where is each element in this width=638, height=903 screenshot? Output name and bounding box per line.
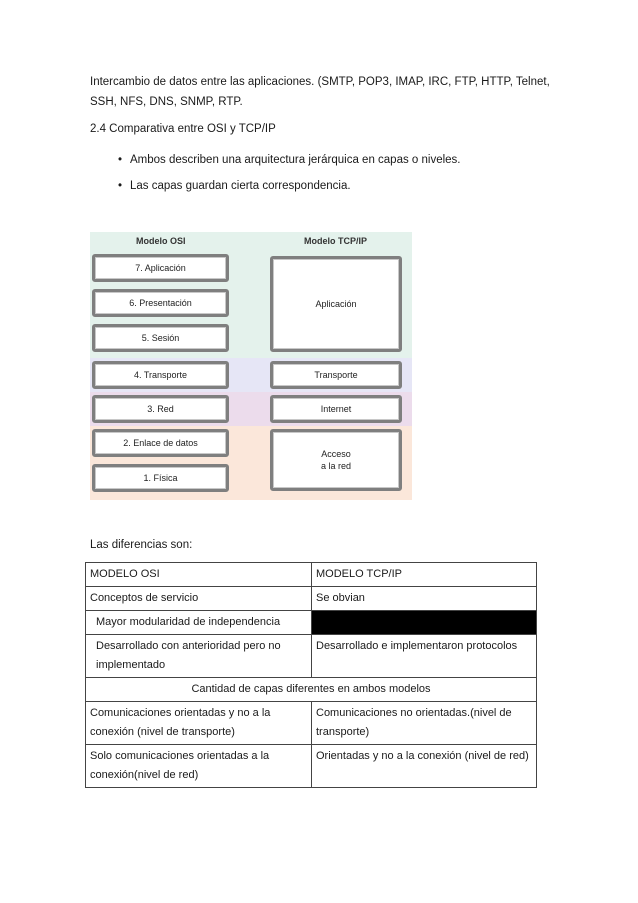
osi-layer-physical: 1. Física	[92, 464, 229, 492]
table-cell-redacted	[312, 611, 537, 635]
tcpip-layer-application: Aplicación	[270, 256, 402, 352]
table-header-row	[86, 563, 537, 587]
tcpip-layer-network-access	[270, 429, 402, 491]
osi-tcpip-diagram	[90, 232, 412, 500]
section-heading: 2.4 Comparativa entre OSI y TCP/IP	[90, 123, 276, 135]
comparison-table	[85, 562, 537, 788]
table-cell-merged: Cantidad de capas diferentes en ambos modelos	[86, 678, 537, 702]
table-header-cell: MODELO OSI	[86, 563, 312, 587]
table-cell: Desarrollado con anterioridad pero no implementado	[86, 635, 312, 678]
table-row	[86, 635, 537, 678]
osi-layer-network: 3. Red	[92, 395, 229, 423]
osi-layer-application: 7. Aplicación	[92, 254, 229, 282]
bullet-icon: •	[118, 154, 123, 166]
osi-layer-transport: 4. Transporte	[92, 361, 229, 389]
table-cell: Desarrollado e implementaron protocolos	[312, 635, 537, 678]
tcpip-header: Modelo TCP/IP	[304, 236, 367, 246]
tcpip-layer-internet: Internet	[270, 395, 402, 423]
osi-layer-datalink: 2. Enlace de datos	[92, 429, 229, 457]
bullet-text: Ambos describen una arquitectura jerárquica en capas o niveles.	[130, 154, 461, 166]
intro-paragraph: Intercambio de datos entre las aplicaciones. (SMTP, POP3, IMAP, IRC, FTP, HTTP, Telnet, SSH, NFS, DNS, SNMP, RTP.	[90, 76, 550, 108]
table-row	[86, 702, 537, 745]
table-header-cell: MODELO TCP/IP	[312, 563, 537, 587]
table-cell: Mayor modularidad de independencia	[86, 611, 312, 635]
table-cell: Conceptos de servicio	[86, 587, 312, 611]
network-access-line2: a la red	[320, 461, 352, 471]
table-cell: Comunicaciones orientadas y no a la conexión (nivel de transporte)	[86, 702, 312, 745]
table-cell: Comunicaciones no orientadas.(nivel de transporte)	[312, 702, 537, 745]
bullet-text: Las capas guardan cierta correspondencia.	[130, 180, 351, 192]
table-cell: Solo comunicaciones orientadas a la conexión(nivel de red)	[86, 745, 312, 788]
network-access-line1: Acceso	[321, 449, 351, 459]
table-cell: Orientadas y no a la conexión (nivel de red)	[312, 745, 537, 788]
table-cell: Se obvian	[312, 587, 537, 611]
osi-layer-presentation: 6. Presentación	[92, 289, 229, 317]
differences-label: Las diferencias son:	[90, 539, 193, 551]
table-row	[86, 587, 537, 611]
tcpip-layer-transport: Transporte	[270, 361, 402, 389]
table-row	[86, 745, 537, 788]
osi-header: Modelo OSI	[136, 236, 186, 246]
bullet-icon: •	[118, 180, 123, 192]
table-row	[86, 611, 537, 635]
osi-layer-session: 5. Sesión	[92, 324, 229, 352]
table-row	[86, 678, 537, 702]
